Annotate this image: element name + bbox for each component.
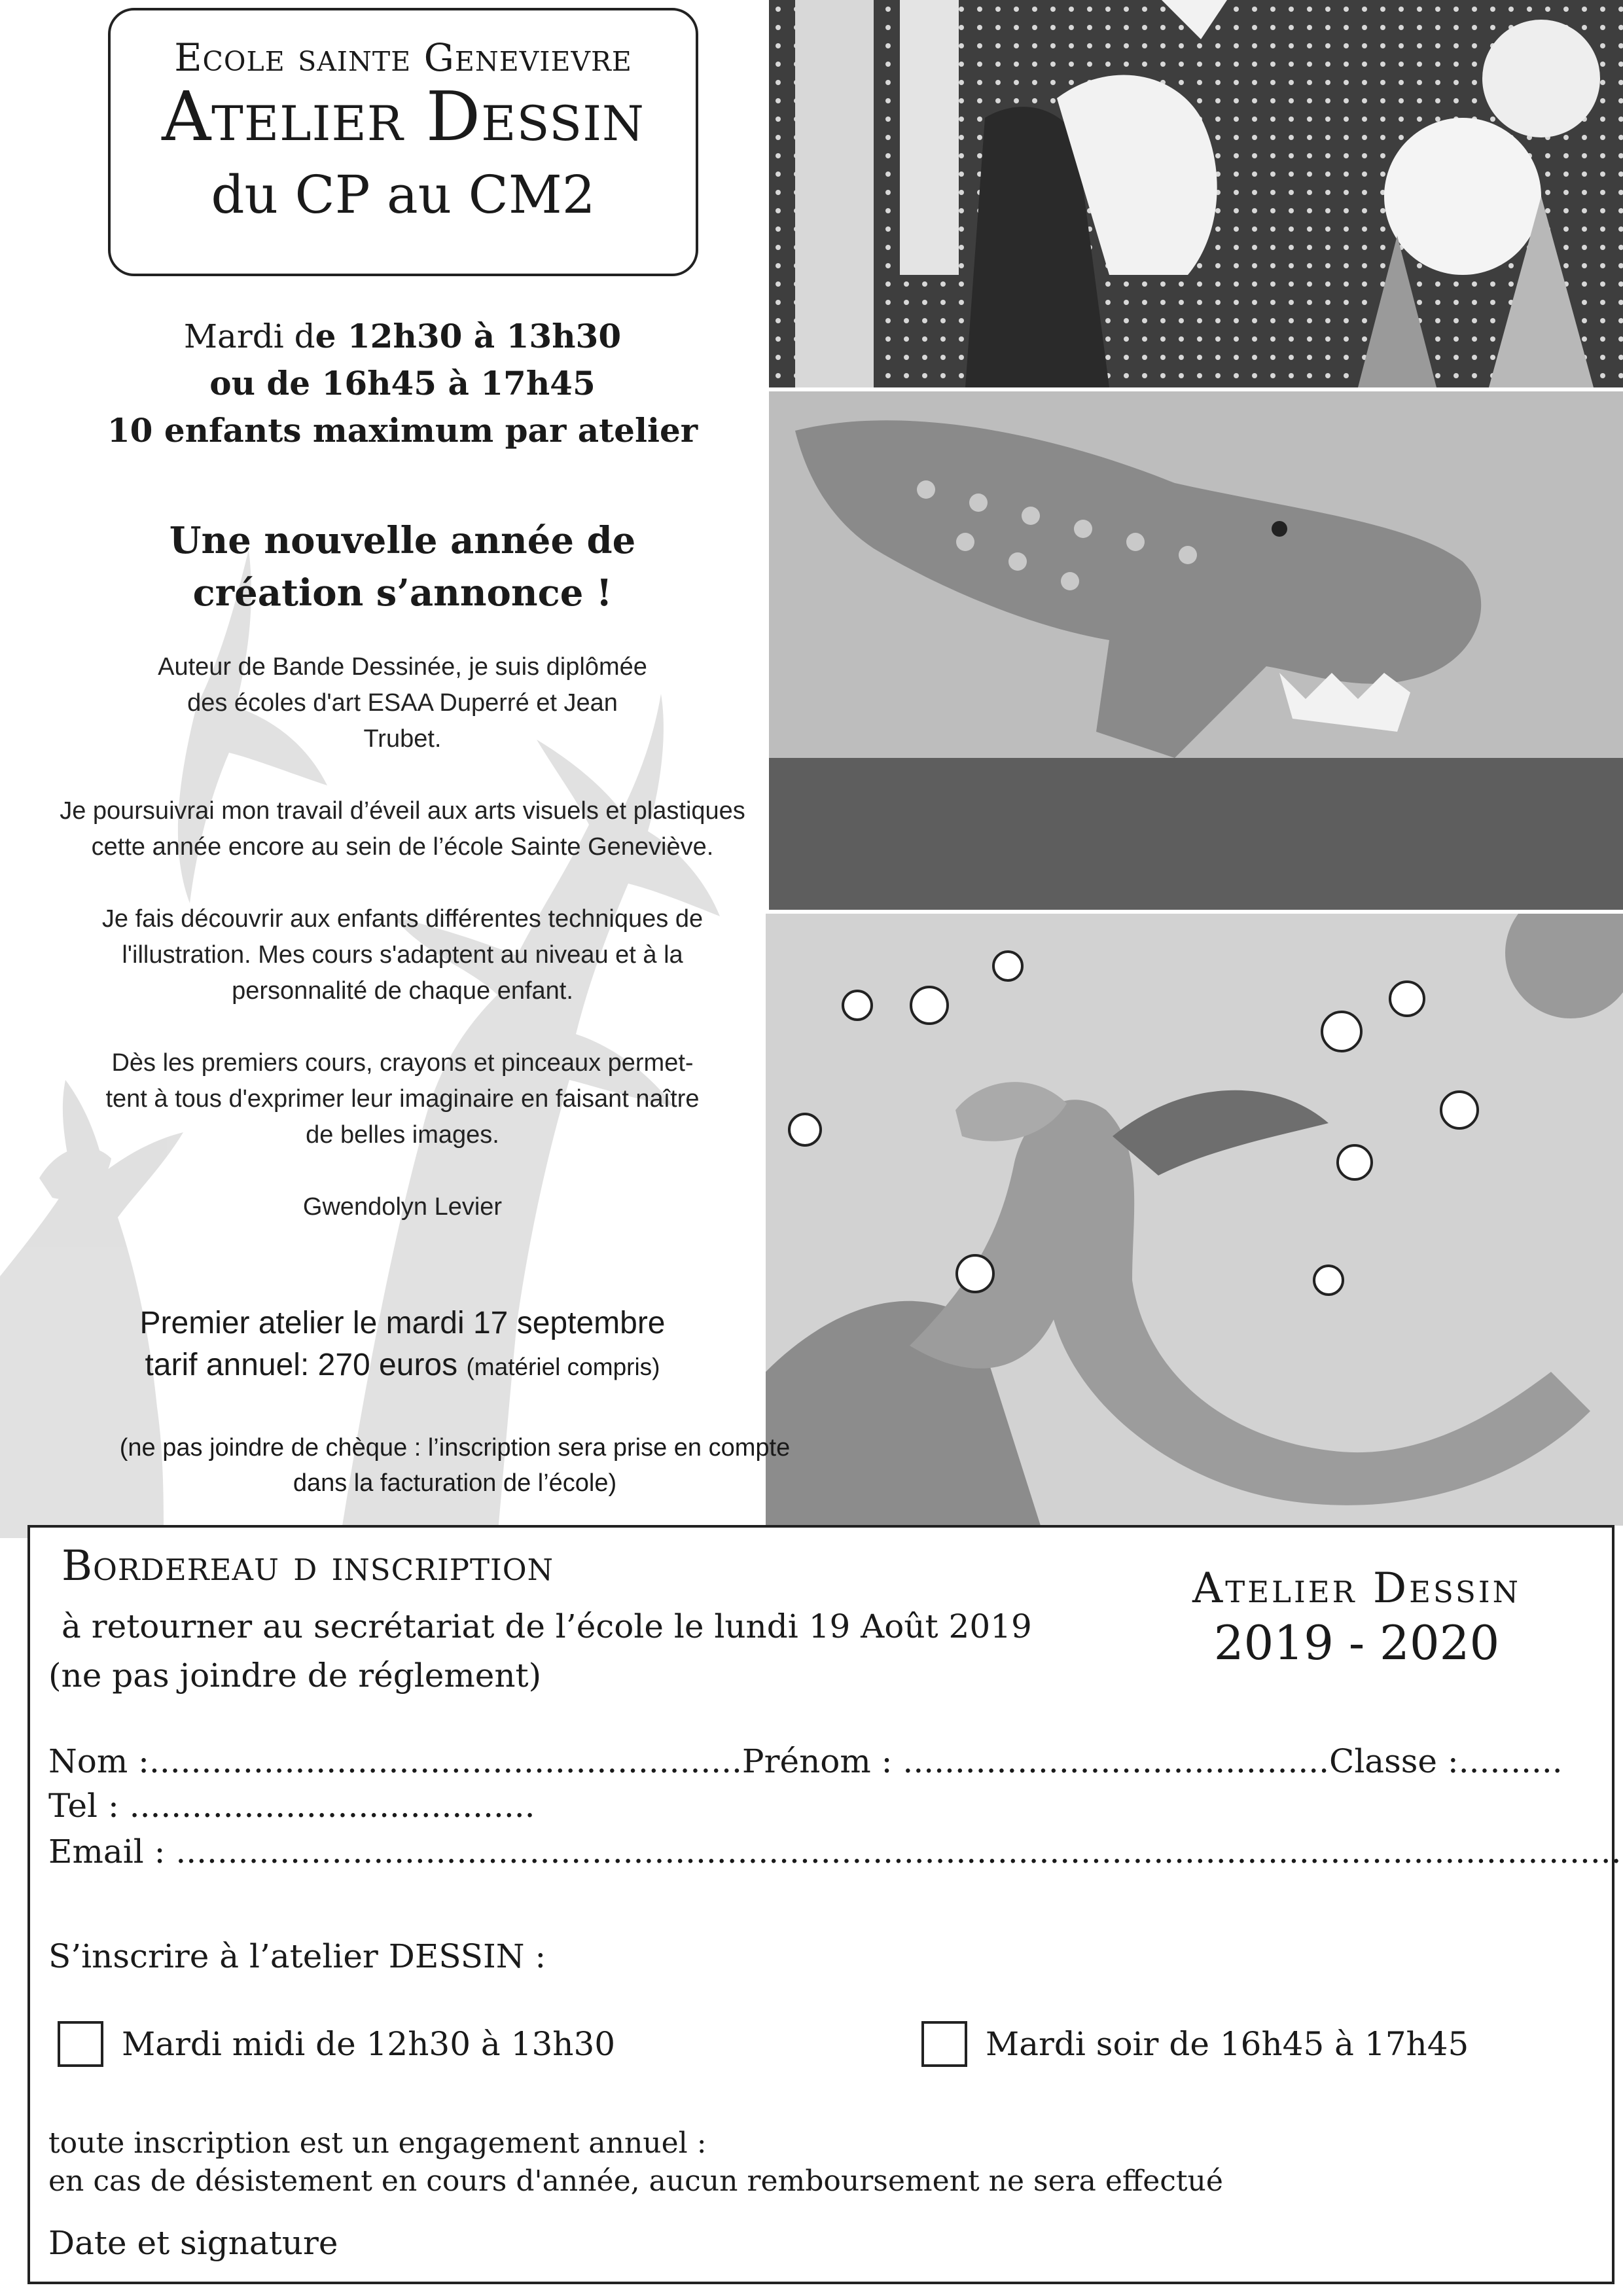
bio-paragraph-2: Je poursuivrai mon travail d’éveil aux arts visuels et plastiques cette année encore au sein de l’école Sainte Geneviève. [60, 797, 745, 861]
option-soir-label: Mardi soir de 16h45 à 17h45 [986, 2025, 1469, 2063]
price-note: (matériel compris) [466, 1354, 660, 1380]
form-side-years: 2019 - 2020 [1213, 1615, 1500, 1670]
form-title: Bordereau d inscription [62, 1542, 554, 1590]
bio-paragraph-4: Dès les premiers cours, crayons et pinceaux permet-tent à tous d'exprimer leur imaginaire en faisant naître de belles images. [105, 1049, 700, 1149]
class-level: du CP au CM2 [211, 164, 596, 226]
engagement-line-1: toute inscription est un engagement annuel : [48, 2126, 707, 2160]
schedule-prefix: Mardi d [183, 317, 315, 355]
headline [39, 514, 766, 619]
name-field-line[interactable]: Nom :.........................................................Prénom : .........................................Classe :.......... [48, 1742, 1563, 1780]
form-side-heading [1128, 1564, 1586, 1670]
form-side-title: Atelier Dessin [1192, 1564, 1521, 1613]
school-name: Ecole sainte Genevievre [174, 35, 632, 80]
title-box [108, 8, 698, 276]
signup-label: S’inscrire à l’atelier DESSIN : [48, 1937, 546, 1975]
headline-line-2: création s’annonce ! [192, 571, 613, 615]
tel-field-line[interactable]: Tel : ....................................... [48, 1787, 535, 1825]
form-return-note: à retourner au secrétariat de l’école le lundi 19 Août 2019 [62, 1607, 1032, 1645]
headline-line-1: Une nouvelle année de [169, 519, 636, 562]
schedule-block [39, 313, 766, 454]
first-session-date: Premier atelier le mardi 17 septembre [139, 1306, 666, 1340]
schedule-time-1: e 12h30 à 13h30 [315, 317, 622, 355]
email-field-line[interactable]: Email : ........................................................................................................................................... [48, 1833, 1622, 1871]
author-bio [46, 649, 759, 1261]
annual-price: tarif annuel: 270 euros [145, 1348, 458, 1382]
checkbox-midi[interactable] [58, 2021, 103, 2067]
schedule-time-2: ou de 16h45 à 17h45 [209, 364, 596, 403]
artwork-photo-dinosaur [769, 391, 1623, 910]
bio-paragraph-3: Je fais découvrir aux enfants différentes techniques de l'illustration. Mes cours s'adaptent au niveau et à la personnalité de chaque enfant. [101, 905, 704, 1005]
date-signature-label[interactable]: Date et signature [48, 2224, 338, 2262]
engagement-note [48, 2125, 1223, 2200]
form-payment-note: (ne pas joindre de réglement) [48, 1657, 542, 1695]
option-midi[interactable] [58, 2021, 615, 2067]
engagement-line-2: en cas de désistement en cours d'année, aucun remboursement ne sera effectué [48, 2164, 1223, 2198]
option-soir[interactable] [921, 2021, 1469, 2067]
first-session-info [39, 1302, 766, 1388]
artwork-photo-animals [769, 0, 1623, 387]
bio-paragraph-1: Auteur de Bande Dessinée, je suis diplômée des écoles d'art ESAA Duperré et Jean Trubet. [158, 653, 647, 753]
group-size: 10 enfants maximum par atelier [107, 411, 698, 450]
atelier-title: Atelier Dessin [162, 77, 645, 156]
artwork-photo-dragon [766, 914, 1623, 1526]
registration-form [27, 1525, 1622, 2284]
cheque-note: (ne pas joindre de chèque : l’inscription sera prise en compte dans la facturation de l’école) [119, 1434, 791, 1497]
option-midi-label: Mardi midi de 12h30 à 13h30 [122, 2025, 616, 2063]
author-signature: Gwendolyn Levier [302, 1193, 503, 1221]
checkbox-soir[interactable] [921, 2021, 967, 2067]
